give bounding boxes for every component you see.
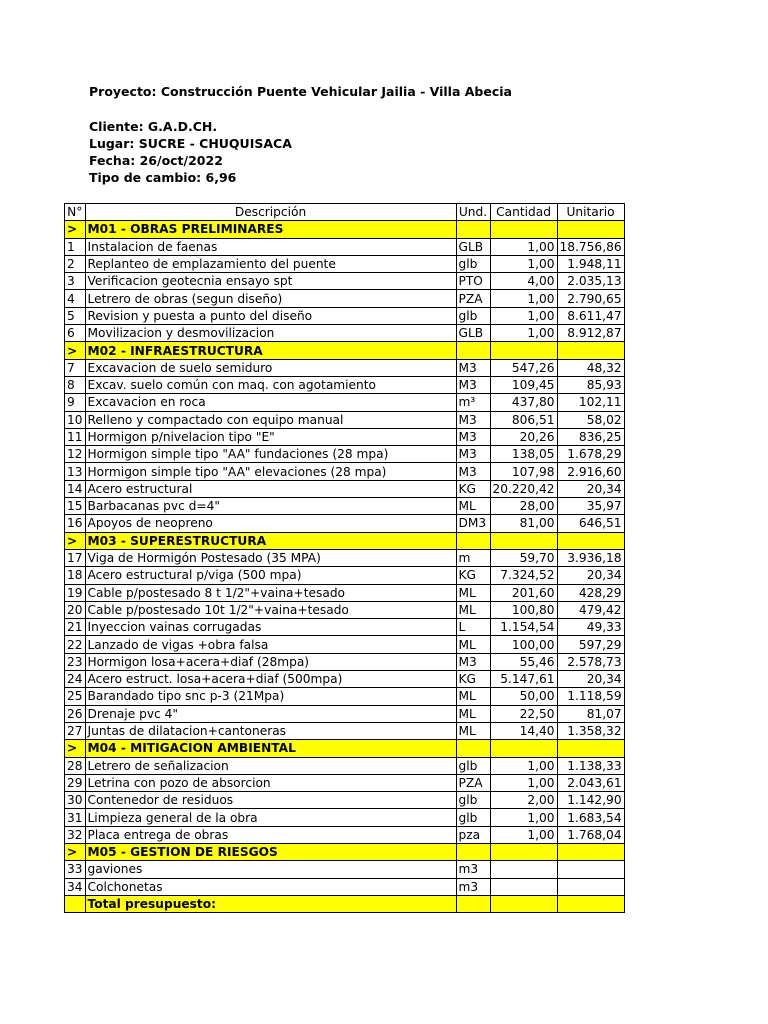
cell-unit-price [557,861,624,878]
table-row [65,757,625,774]
cell-number: 15 [65,498,86,515]
project-title: Proyecto: Construcción Puente Vehicular Jailia - Villa Abecia [89,84,512,99]
cell-description: M05 - GESTION DE RIESGOS [85,843,456,860]
cell-quantity: 138,05 [490,446,557,463]
cell-unit-price: 1.678,29 [557,446,624,463]
cell-description: Drenaje pvc 4" [85,705,456,722]
cell-number: 16 [65,515,86,532]
cell-description: Inyeccion vainas corrugadas [85,619,456,636]
cell-number: 10 [65,411,86,428]
table-row [65,722,625,739]
cell-description: Movilizacion y desmovilizacion [85,325,456,342]
cell-unit: M3 [456,411,490,428]
cell-quantity [490,740,557,757]
cell-unit: glb [456,255,490,272]
cell-description: M04 - MITIGACION AMBIENTAL [85,740,456,757]
cell-number: 26 [65,705,86,722]
cell-description: Contenedor de residuos [85,792,456,809]
cell-description: Hormigon simple tipo "AA" fundaciones (28 mpa) [85,446,456,463]
table-row [65,861,625,878]
cell-number: 19 [65,584,86,601]
cell-quantity [490,843,557,860]
cell-number: 27 [65,722,86,739]
cell-unit: ML [456,584,490,601]
cell-unit: ML [456,722,490,739]
cell-unit-price [557,878,624,895]
budget-table-body [65,221,625,913]
cell-unit-price: 81,07 [557,705,624,722]
cell-unit: GLB [456,238,490,255]
table-row [65,394,625,411]
col-header-description: Descripción [85,204,456,221]
cell-quantity: 109,45 [490,376,557,393]
cell-quantity: 4,00 [490,273,557,290]
cell-quantity: 14,40 [490,722,557,739]
cell-number: 28 [65,757,86,774]
cell-number [65,895,86,912]
cell-number: > [65,843,86,860]
table-row [65,705,625,722]
cell-description: Excav. suelo común con maq. con agotamiento [85,376,456,393]
cell-unit: KG [456,480,490,497]
table-row [65,290,625,307]
cell-description: Replanteo de emplazamiento del puente [85,255,456,272]
cell-unit-price: 49,33 [557,619,624,636]
section-row [65,843,625,860]
section-row [65,221,625,238]
cell-description: Verificacion geotecnia ensayo spt [85,273,456,290]
cell-unit-price: 597,29 [557,636,624,653]
cell-unit-price: 1.768,04 [557,826,624,843]
cell-quantity: 22,50 [490,705,557,722]
section-row [65,342,625,359]
table-row [65,584,625,601]
cell-quantity: 1,00 [490,757,557,774]
cell-quantity: 1,00 [490,255,557,272]
table-row [65,359,625,376]
cell-unit: M3 [456,428,490,445]
cell-unit: m3 [456,861,490,878]
table-row [65,601,625,618]
table-row [65,567,625,584]
table-row [65,826,625,843]
exchange-rate-line: Tipo de cambio: 6,96 [89,170,237,186]
cell-quantity [490,861,557,878]
cell-unit: ML [456,601,490,618]
cell-quantity: 1.154,54 [490,619,557,636]
table-row [65,428,625,445]
cell-unit [456,843,490,860]
table-row [65,671,625,688]
cell-quantity: 1,00 [490,809,557,826]
table-row [65,515,625,532]
cell-description: M02 - INFRAESTRUCTURA [85,342,456,359]
cell-quantity: 20,26 [490,428,557,445]
cell-unit: M3 [456,376,490,393]
cell-unit: M3 [456,653,490,670]
cell-unit: ML [456,705,490,722]
cell-description: Total presupuesto: [85,895,456,912]
cell-unit: GLB [456,325,490,342]
cell-unit-price: 479,42 [557,601,624,618]
cell-quantity: 7.324,52 [490,567,557,584]
cell-quantity: 1,00 [490,325,557,342]
document-header [89,83,512,187]
table-row [65,636,625,653]
cell-unit [456,342,490,359]
cell-unit: ML [456,688,490,705]
cell-unit-price: 2.043,61 [557,774,624,791]
col-header-number: N° [65,204,86,221]
cell-unit: PTO [456,273,490,290]
cell-number: 5 [65,307,86,324]
table-row [65,238,625,255]
cell-description: Excavacion en roca [85,394,456,411]
cell-description: Placa entrega de obras [85,826,456,843]
cell-unit [456,740,490,757]
table-row [65,307,625,324]
cell-quantity: 2,00 [490,792,557,809]
cell-number: 23 [65,653,86,670]
cell-quantity: 1,00 [490,774,557,791]
cell-unit-price: 20,34 [557,671,624,688]
cell-unit-price: 2.578,73 [557,653,624,670]
cell-description: Instalacion de faenas [85,238,456,255]
cell-quantity: 5.147,61 [490,671,557,688]
cell-number: 7 [65,359,86,376]
table-row [65,688,625,705]
cell-unit-price: 2.916,60 [557,463,624,480]
cell-number: 20 [65,601,86,618]
cell-quantity: 806,51 [490,411,557,428]
cell-number: > [65,532,86,549]
cell-unit-price: 836,25 [557,428,624,445]
cell-unit-price: 102,11 [557,394,624,411]
cell-number: 3 [65,273,86,290]
cell-description: Limpieza general de la obra [85,809,456,826]
cell-unit-price [557,532,624,549]
cell-unit: KG [456,671,490,688]
table-row [65,255,625,272]
cell-unit-price: 2.035,13 [557,273,624,290]
cell-number: 6 [65,325,86,342]
table-row [65,653,625,670]
table-row [65,774,625,791]
cell-quantity: 81,00 [490,515,557,532]
cell-description: M03 - SUPERESTRUCTURA [85,532,456,549]
cell-unit-price [557,843,624,860]
cell-unit-price [557,342,624,359]
cell-quantity: 59,70 [490,549,557,566]
cell-number: 17 [65,549,86,566]
cell-quantity: 1,00 [490,307,557,324]
cell-quantity: 1,00 [490,826,557,843]
cell-unit-price: 58,02 [557,411,624,428]
cell-number: > [65,221,86,238]
cell-unit [456,895,490,912]
cell-description: Hormigon simple tipo "AA" elevaciones (28 mpa) [85,463,456,480]
cell-number: 33 [65,861,86,878]
table-row [65,463,625,480]
cell-description: Acero estruct. losa+acera+diaf (500mpa) [85,671,456,688]
cell-unit: PZA [456,290,490,307]
cell-unit [456,532,490,549]
cell-description: Lanzado de vigas +obra falsa [85,636,456,653]
cell-description: Letrero de obras (segun diseño) [85,290,456,307]
cell-quantity [490,878,557,895]
cell-unit: M3 [456,446,490,463]
cell-unit-price: 1.358,32 [557,722,624,739]
cell-unit-price: 8.611,47 [557,307,624,324]
cell-description: Cable p/postesado 8 t 1/2"+vaina+tesado [85,584,456,601]
cell-description: Letrero de señalizacion [85,757,456,774]
col-header-unit: Und. [456,204,490,221]
cell-description: Juntas de dilatacion+cantoneras [85,722,456,739]
cell-unit-price: 428,29 [557,584,624,601]
cell-unit: L [456,619,490,636]
cell-unit: ML [456,636,490,653]
col-header-unit-price: Unitario [557,204,624,221]
table-header-row [65,204,625,221]
cell-unit: KG [456,567,490,584]
cell-unit-price: 20,34 [557,567,624,584]
cell-number: 2 [65,255,86,272]
cell-quantity: 20.220,42 [490,480,557,497]
cell-quantity: 547,26 [490,359,557,376]
cell-unit-price: 18.756,86 [557,238,624,255]
col-header-quantity: Cantidad [490,204,557,221]
cell-number: 13 [65,463,86,480]
cell-unit: glb [456,757,490,774]
cell-description: Apoyos de neopreno [85,515,456,532]
cell-unit: m3 [456,878,490,895]
budget-table [64,203,625,913]
cell-number: 12 [65,446,86,463]
cell-unit-price: 8.912,87 [557,325,624,342]
cell-unit: glb [456,809,490,826]
table-row [65,549,625,566]
table-row [65,498,625,515]
cell-unit: m [456,549,490,566]
cell-number: 34 [65,878,86,895]
cell-quantity: 107,98 [490,463,557,480]
cell-unit-price: 20,34 [557,480,624,497]
cell-unit-price: 3.936,18 [557,549,624,566]
cell-unit-price: 48,32 [557,359,624,376]
cell-description: Cable p/postesado 10t 1/2"+vaina+tesado [85,601,456,618]
cell-description: Colchonetas [85,878,456,895]
cell-number: 24 [65,671,86,688]
cell-description: M01 - OBRAS PRELIMINARES [85,221,456,238]
cell-number: 11 [65,428,86,445]
cell-unit: ML [456,498,490,515]
cell-unit-price: 85,93 [557,376,624,393]
cell-unit: m³ [456,394,490,411]
cell-unit-price: 2.790,65 [557,290,624,307]
cell-number: > [65,342,86,359]
cell-quantity: 201,60 [490,584,557,601]
cell-unit [456,221,490,238]
cell-unit-price [557,221,624,238]
cell-quantity [490,221,557,238]
cell-number: 30 [65,792,86,809]
cell-number: 29 [65,774,86,791]
cell-description: Letrina con pozo de absorcion [85,774,456,791]
table-row [65,273,625,290]
cell-unit-price: 646,51 [557,515,624,532]
cell-quantity: 28,00 [490,498,557,515]
cell-number: 1 [65,238,86,255]
cell-unit: M3 [456,463,490,480]
cell-number: 9 [65,394,86,411]
cell-quantity: 55,46 [490,653,557,670]
cell-unit-price [557,740,624,757]
cell-quantity: 100,80 [490,601,557,618]
cell-description: Hormigon p/nivelacion tipo "E" [85,428,456,445]
table-row [65,809,625,826]
table-row [65,376,625,393]
cell-number: 31 [65,809,86,826]
cell-unit: M3 [456,359,490,376]
cell-description: gaviones [85,861,456,878]
cell-description: Excavacion de suelo semiduro [85,359,456,376]
cell-quantity [490,895,557,912]
table-row [65,446,625,463]
cell-quantity: 50,00 [490,688,557,705]
cell-quantity: 1,00 [490,238,557,255]
cell-description: Relleno y compactado con equipo manual [85,411,456,428]
table-row [65,480,625,497]
place-line: Lugar: SUCRE - CHUQUISACA [89,135,292,151]
table-row [65,619,625,636]
cell-number: > [65,740,86,757]
cell-unit-price [557,895,624,912]
cell-quantity: 437,80 [490,394,557,411]
cell-description: Barandado tipo snc p-3 (21Mpa) [85,688,456,705]
table-row [65,878,625,895]
cell-quantity [490,342,557,359]
cell-unit: DM3 [456,515,490,532]
total-row [65,895,625,912]
cell-unit-price: 35,97 [557,498,624,515]
cell-unit: glb [456,792,490,809]
section-row [65,740,625,757]
table-row [65,325,625,342]
cell-number: 32 [65,826,86,843]
cell-unit: glb [456,307,490,324]
cell-unit-price: 1.142,90 [557,792,624,809]
cell-description: Viga de Hormigón Postesado (35 MPA) [85,549,456,566]
cell-unit-price: 1.683,54 [557,809,624,826]
cell-description: Acero estructural p/viga (500 mpa) [85,567,456,584]
cell-description: Revision y puesta a punto del diseño [85,307,456,324]
cell-unit-price: 1.138,33 [557,757,624,774]
cell-number: 25 [65,688,86,705]
cell-description: Barbacanas pvc d=4" [85,498,456,515]
cell-number: 14 [65,480,86,497]
cell-unit-price: 1.948,11 [557,255,624,272]
section-row [65,532,625,549]
cell-unit: PZA [456,774,490,791]
cell-quantity: 1,00 [490,290,557,307]
client-line: Cliente: G.A.D.CH. [89,118,218,134]
cell-quantity [490,532,557,549]
cell-unit-price: 1.118,59 [557,688,624,705]
cell-quantity: 100,00 [490,636,557,653]
cell-unit: pza [456,826,490,843]
cell-description: Hormigon losa+acera+diaf (28mpa) [85,653,456,670]
cell-number: 8 [65,376,86,393]
cell-description: Acero estructural [85,480,456,497]
table-row [65,792,625,809]
table-row [65,411,625,428]
date-line: Fecha: 26/oct/2022 [89,153,223,169]
cell-number: 22 [65,636,86,653]
cell-number: 4 [65,290,86,307]
cell-number: 18 [65,567,86,584]
cell-number: 21 [65,619,86,636]
